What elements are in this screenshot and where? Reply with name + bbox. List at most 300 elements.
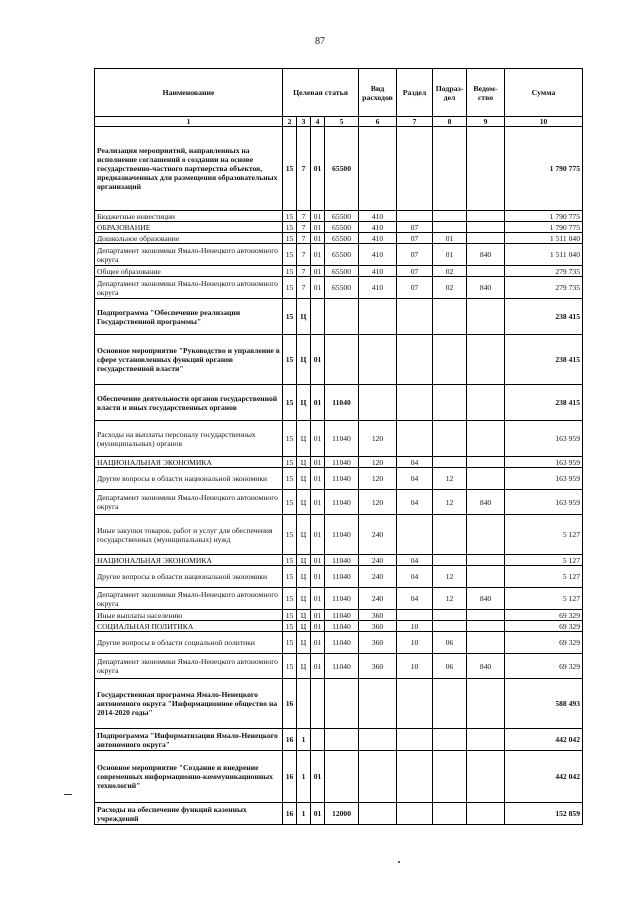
subsection-code: 01 [433, 244, 467, 266]
department-code [467, 211, 505, 222]
target-code-event: 01 [311, 490, 325, 515]
department-code [467, 566, 505, 588]
target-code-program: 15 [283, 632, 297, 654]
section-code: 04 [397, 566, 433, 588]
target-code-program: 15 [283, 515, 297, 555]
expense-type-code: 360 [359, 621, 397, 632]
target-code-subprogram: Ц [297, 610, 311, 621]
header-expense-type: Вид расходов [359, 69, 397, 117]
row-name: Бюджетные инвестиции [95, 211, 283, 222]
expense-type-code [359, 127, 397, 211]
row-name: Департамент экономики Ямало-Ненецкого автономного округа [95, 490, 283, 515]
department-code [467, 457, 505, 468]
department-code: 840 [467, 588, 505, 610]
expense-type-code: 240 [359, 566, 397, 588]
table-row [95, 277, 583, 299]
section-code [397, 515, 433, 555]
target-code-program: 15 [283, 421, 297, 457]
target-code-subprogram: Ц [297, 632, 311, 654]
target-code-subprogram: Ц [297, 468, 311, 490]
row-name: Расходы на обеспечение функций казенных учреждений [95, 803, 283, 825]
sum-value: 5 127 [505, 555, 583, 566]
target-code-subprogram: 7 [297, 211, 311, 222]
target-code-program: 15 [283, 654, 297, 679]
section-code: 04 [397, 490, 433, 515]
target-code-subprogram: 7 [297, 277, 311, 299]
department-code: 840 [467, 244, 505, 266]
target-code-subprogram: Ц [297, 335, 311, 385]
sum-value: 163 959 [505, 457, 583, 468]
target-code-event: 01 [311, 385, 325, 421]
table-row [95, 244, 583, 266]
target-code-subprogram: Ц [297, 654, 311, 679]
sum-value: 69 329 [505, 654, 583, 679]
section-code: 07 [397, 277, 433, 299]
section-code: 04 [397, 555, 433, 566]
table-row [95, 654, 583, 679]
row-name: Департамент экономики Ямало-Ненецкого автономного округа [95, 277, 283, 299]
margin-dash-mark [64, 794, 72, 795]
target-code-direction: 11040 [325, 566, 359, 588]
target-code-subprogram: 1 [297, 803, 311, 825]
subsection-code [433, 729, 467, 751]
subsection-code: 12 [433, 566, 467, 588]
target-code-subprogram: 7 [297, 266, 311, 277]
section-code [397, 299, 433, 335]
sum-value: 163 959 [505, 468, 583, 490]
sum-value: 69 329 [505, 610, 583, 621]
col-number: 8 [433, 117, 467, 127]
department-code [467, 385, 505, 421]
subsection-code: 06 [433, 654, 467, 679]
subsection-code: 12 [433, 468, 467, 490]
header-target-article: Целевая статья [283, 69, 359, 117]
target-code-program: 16 [283, 679, 297, 729]
target-code-event: 01 [311, 222, 325, 233]
target-code-subprogram: 7 [297, 233, 311, 244]
table-row [95, 621, 583, 632]
sum-value: 152 859 [505, 803, 583, 825]
target-code-direction: 65500 [325, 127, 359, 211]
header-section: Раздел [397, 69, 433, 117]
subsection-code [433, 211, 467, 222]
target-code-event: 01 [311, 211, 325, 222]
header-sum: Сумма [505, 69, 583, 117]
target-code-program: 16 [283, 729, 297, 751]
table-row [95, 588, 583, 610]
target-code-direction: 65500 [325, 277, 359, 299]
col-number: 2 [283, 117, 297, 127]
sum-value: 442 042 [505, 751, 583, 803]
target-code-direction: 11040 [325, 588, 359, 610]
target-code-event: 01 [311, 632, 325, 654]
target-code-event: 01 [311, 335, 325, 385]
target-code-program: 15 [283, 610, 297, 621]
department-code [467, 127, 505, 211]
target-code-subprogram: Ц [297, 421, 311, 457]
department-code [467, 751, 505, 803]
expense-type-code: 410 [359, 266, 397, 277]
sum-value: 5 127 [505, 588, 583, 610]
budget-table [94, 68, 583, 825]
table-row [95, 555, 583, 566]
section-code: 04 [397, 457, 433, 468]
column-numbers-row [95, 117, 583, 127]
target-code-event [311, 299, 325, 335]
subsection-code [433, 222, 467, 233]
target-code-event: 01 [311, 233, 325, 244]
department-code: 840 [467, 490, 505, 515]
section-code: 07 [397, 222, 433, 233]
target-code-event: 01 [311, 457, 325, 468]
row-name: Основное мероприятие "Создание и внедрение современных информационно-коммуникационных технологий" [95, 751, 283, 803]
target-code-event: 01 [311, 566, 325, 588]
target-code-subprogram [297, 679, 311, 729]
section-code: 10 [397, 654, 433, 679]
expense-type-code: 240 [359, 555, 397, 566]
department-code: 840 [467, 277, 505, 299]
subsection-code [433, 127, 467, 211]
target-code-direction [325, 679, 359, 729]
subsection-code: 12 [433, 588, 467, 610]
department-code [467, 729, 505, 751]
subsection-code [433, 555, 467, 566]
row-name: Подпрограмма "Информатизация Ямало-Ненецкого автономного округа" [95, 729, 283, 751]
target-code-program: 16 [283, 751, 297, 803]
col-number: 6 [359, 117, 397, 127]
expense-type-code: 120 [359, 490, 397, 515]
expense-type-code [359, 385, 397, 421]
target-code-event: 01 [311, 421, 325, 457]
subsection-code: 06 [433, 632, 467, 654]
target-code-event: 01 [311, 555, 325, 566]
target-code-direction: 11040 [325, 457, 359, 468]
table-row [95, 729, 583, 751]
department-code [467, 803, 505, 825]
expense-type-code: 120 [359, 421, 397, 457]
target-code-subprogram: Ц [297, 457, 311, 468]
subsection-code: 12 [433, 490, 467, 515]
target-code-event: 01 [311, 588, 325, 610]
target-code-direction: 11040 [325, 610, 359, 621]
col-number: 9 [467, 117, 505, 127]
row-name: Дошкольное образование [95, 233, 283, 244]
section-code: 04 [397, 588, 433, 610]
table-row [95, 490, 583, 515]
expense-type-code: 120 [359, 468, 397, 490]
department-code [467, 266, 505, 277]
target-code-event: 01 [311, 277, 325, 299]
header-subsection: Подраз-дел [433, 69, 467, 117]
subsection-code [433, 385, 467, 421]
subsection-code: 02 [433, 277, 467, 299]
col-number: 4 [311, 117, 325, 127]
target-code-program: 15 [283, 457, 297, 468]
expense-type-code: 240 [359, 515, 397, 555]
target-code-program: 15 [283, 244, 297, 266]
department-code [467, 632, 505, 654]
sum-value: 163 959 [505, 421, 583, 457]
target-code-program: 15 [283, 621, 297, 632]
section-code: 07 [397, 266, 433, 277]
target-code-direction: 65500 [325, 233, 359, 244]
expense-type-code [359, 335, 397, 385]
expense-type-code: 410 [359, 244, 397, 266]
table-row [95, 515, 583, 555]
expense-type-code [359, 299, 397, 335]
target-code-program: 15 [283, 127, 297, 211]
row-name: Основное мероприятие "Руководство и управление в сфере установленных функций органов государственной власти" [95, 335, 283, 385]
section-code [397, 610, 433, 621]
subsection-code [433, 803, 467, 825]
department-code [467, 468, 505, 490]
target-code-event: 01 [311, 266, 325, 277]
target-code-event: 01 [311, 654, 325, 679]
row-name: Другие вопросы в области национальной экономики [95, 566, 283, 588]
target-code-event: 01 [311, 621, 325, 632]
subsection-code: 01 [433, 233, 467, 244]
row-name: Общее образование [95, 266, 283, 277]
col-number: 5 [325, 117, 359, 127]
target-code-direction: 11040 [325, 490, 359, 515]
target-code-direction [325, 335, 359, 385]
sum-value: 69 329 [505, 621, 583, 632]
sum-value: 5 127 [505, 515, 583, 555]
target-code-direction: 11040 [325, 468, 359, 490]
target-code-direction [325, 751, 359, 803]
target-code-program: 15 [283, 277, 297, 299]
section-code [397, 335, 433, 385]
table-row [95, 468, 583, 490]
table-row [95, 803, 583, 825]
target-code-event: 01 [311, 244, 325, 266]
header-name: Наименование [95, 69, 283, 117]
department-code [467, 621, 505, 632]
row-name: Государственная программа Ямало-Ненецкого автономного округа "Информационное общество на 2014-2020 годы" [95, 679, 283, 729]
expense-type-code [359, 751, 397, 803]
row-name: НАЦИОНАЛЬНАЯ ЭКОНОМИКА [95, 555, 283, 566]
section-code [397, 803, 433, 825]
row-name: Обеспечение деятельности органов государственной власти и иных государственных органов [95, 385, 283, 421]
sum-value: 442 042 [505, 729, 583, 751]
sum-value: 163 959 [505, 490, 583, 515]
target-code-subprogram: 7 [297, 244, 311, 266]
target-code-subprogram: Ц [297, 555, 311, 566]
target-code-direction: 65500 [325, 222, 359, 233]
row-name: Другие вопросы в области национальной экономики [95, 468, 283, 490]
department-code [467, 679, 505, 729]
table-row [95, 222, 583, 233]
subsection-code [433, 515, 467, 555]
col-number: 10 [505, 117, 583, 127]
table-row [95, 233, 583, 244]
target-code-direction [325, 729, 359, 751]
expense-type-code: 120 [359, 457, 397, 468]
expense-type-code: 410 [359, 233, 397, 244]
col-number: 3 [297, 117, 311, 127]
table-row [95, 335, 583, 385]
section-code [397, 729, 433, 751]
page-number: 87 [315, 36, 325, 47]
department-code [467, 515, 505, 555]
target-code-subprogram: Ц [297, 588, 311, 610]
department-code [467, 421, 505, 457]
target-code-subprogram: Ц [297, 299, 311, 335]
target-code-direction: 65500 [325, 266, 359, 277]
sum-value: 588 493 [505, 679, 583, 729]
target-code-direction: 11040 [325, 385, 359, 421]
section-code: 04 [397, 468, 433, 490]
target-code-program: 15 [283, 490, 297, 515]
target-code-subprogram: Ц [297, 490, 311, 515]
col-number: 7 [397, 117, 433, 127]
section-code [397, 127, 433, 211]
expense-type-code [359, 803, 397, 825]
table-row [95, 457, 583, 468]
section-code: 10 [397, 632, 433, 654]
table-row [95, 421, 583, 457]
target-code-direction [325, 299, 359, 335]
subsection-code [433, 751, 467, 803]
sum-value: 279 735 [505, 277, 583, 299]
target-code-subprogram: 7 [297, 127, 311, 211]
target-code-subprogram: Ц [297, 515, 311, 555]
department-code [467, 610, 505, 621]
row-name: Иные закупки товаров, работ и услуг для обеспечения государственных (муниципальных) нужд [95, 515, 283, 555]
target-code-event [311, 729, 325, 751]
target-code-program: 15 [283, 555, 297, 566]
department-code: 840 [467, 654, 505, 679]
row-name: Подпрограмма "Обеспечение реализации Государственной программы" [95, 299, 283, 335]
expense-type-code [359, 679, 397, 729]
section-code: 10 [397, 621, 433, 632]
footer-dot-mark [398, 861, 400, 863]
subsection-code: 02 [433, 266, 467, 277]
subsection-code [433, 621, 467, 632]
subsection-code [433, 299, 467, 335]
target-code-program: 15 [283, 566, 297, 588]
row-name: НАЦИОНАЛЬНАЯ ЭКОНОМИКА [95, 457, 283, 468]
col-number: 1 [95, 117, 283, 127]
target-code-direction: 12000 [325, 803, 359, 825]
target-code-direction: 65500 [325, 211, 359, 222]
subsection-code [433, 335, 467, 385]
expense-type-code: 360 [359, 632, 397, 654]
table-row [95, 211, 583, 222]
section-code [397, 679, 433, 729]
target-code-direction: 65500 [325, 244, 359, 266]
header-department: Ведом-ство [467, 69, 505, 117]
target-code-subprogram: 7 [297, 222, 311, 233]
target-code-program: 15 [283, 299, 297, 335]
sum-value: 238 415 [505, 335, 583, 385]
target-code-event: 01 [311, 127, 325, 211]
row-name: Реализация мероприятий, направленных на исполнение соглашений о создании на основе государственно-частного партнерства объектов, предназначенных для размещения образовательных организаций [95, 127, 283, 211]
target-code-direction: 11040 [325, 515, 359, 555]
section-code [397, 211, 433, 222]
table-row [95, 385, 583, 421]
expense-type-code [359, 729, 397, 751]
target-code-subprogram: 1 [297, 729, 311, 751]
target-code-program: 15 [283, 222, 297, 233]
target-code-program: 15 [283, 335, 297, 385]
target-code-event: 01 [311, 515, 325, 555]
expense-type-code: 240 [359, 588, 397, 610]
target-code-direction: 11040 [325, 632, 359, 654]
target-code-subprogram: 1 [297, 751, 311, 803]
row-name: Другие вопросы в области социальной политики [95, 632, 283, 654]
target-code-program: 15 [283, 211, 297, 222]
row-name: СОЦИАЛЬНАЯ ПОЛИТИКА [95, 621, 283, 632]
target-code-program: 15 [283, 266, 297, 277]
table-row [95, 127, 583, 211]
sum-value: 1 790 775 [505, 127, 583, 211]
target-code-program: 16 [283, 803, 297, 825]
department-code [467, 335, 505, 385]
table-row [95, 632, 583, 654]
subsection-code [433, 679, 467, 729]
sum-value: 238 415 [505, 385, 583, 421]
expense-type-code: 410 [359, 277, 397, 299]
expense-type-code: 410 [359, 211, 397, 222]
table-row [95, 266, 583, 277]
sum-value: 1 790 775 [505, 222, 583, 233]
target-code-event: 01 [311, 803, 325, 825]
section-code [397, 385, 433, 421]
target-code-program: 15 [283, 233, 297, 244]
table-row [95, 679, 583, 729]
target-code-direction: 11040 [325, 621, 359, 632]
sum-value: 238 415 [505, 299, 583, 335]
row-name: Департамент экономики Ямало-Ненецкого автономного округа [95, 244, 283, 266]
row-name: ОБРАЗОВАНИЕ [95, 222, 283, 233]
section-code: 07 [397, 233, 433, 244]
target-code-event: 01 [311, 610, 325, 621]
target-code-event: 01 [311, 751, 325, 803]
sum-value: 1 511 040 [505, 233, 583, 244]
sum-value: 5 127 [505, 566, 583, 588]
target-code-program: 15 [283, 385, 297, 421]
target-code-program: 15 [283, 468, 297, 490]
table-body [95, 127, 583, 825]
row-name: Департамент экономики Ямало-Ненецкого автономного округа [95, 588, 283, 610]
target-code-direction: 11040 [325, 654, 359, 679]
expense-type-code: 360 [359, 610, 397, 621]
row-name: Расходы на выплаты персоналу государственных (муниципальных) органов [95, 421, 283, 457]
section-code: 07 [397, 244, 433, 266]
target-code-event [311, 679, 325, 729]
expense-type-code: 360 [359, 654, 397, 679]
section-code [397, 751, 433, 803]
subsection-code [433, 457, 467, 468]
department-code [467, 233, 505, 244]
expense-type-code: 410 [359, 222, 397, 233]
subsection-code [433, 421, 467, 457]
sum-value: 1 511 040 [505, 244, 583, 266]
section-code [397, 421, 433, 457]
department-code [467, 299, 505, 335]
department-code [467, 555, 505, 566]
target-code-subprogram: Ц [297, 385, 311, 421]
target-code-subprogram: Ц [297, 621, 311, 632]
sum-value: 69 329 [505, 632, 583, 654]
target-code-subprogram: Ц [297, 566, 311, 588]
sum-value: 279 735 [505, 266, 583, 277]
target-code-event: 01 [311, 468, 325, 490]
row-name: Департамент экономики Ямало-Ненецкого автономного округа [95, 654, 283, 679]
target-code-direction: 11040 [325, 555, 359, 566]
table-row [95, 299, 583, 335]
